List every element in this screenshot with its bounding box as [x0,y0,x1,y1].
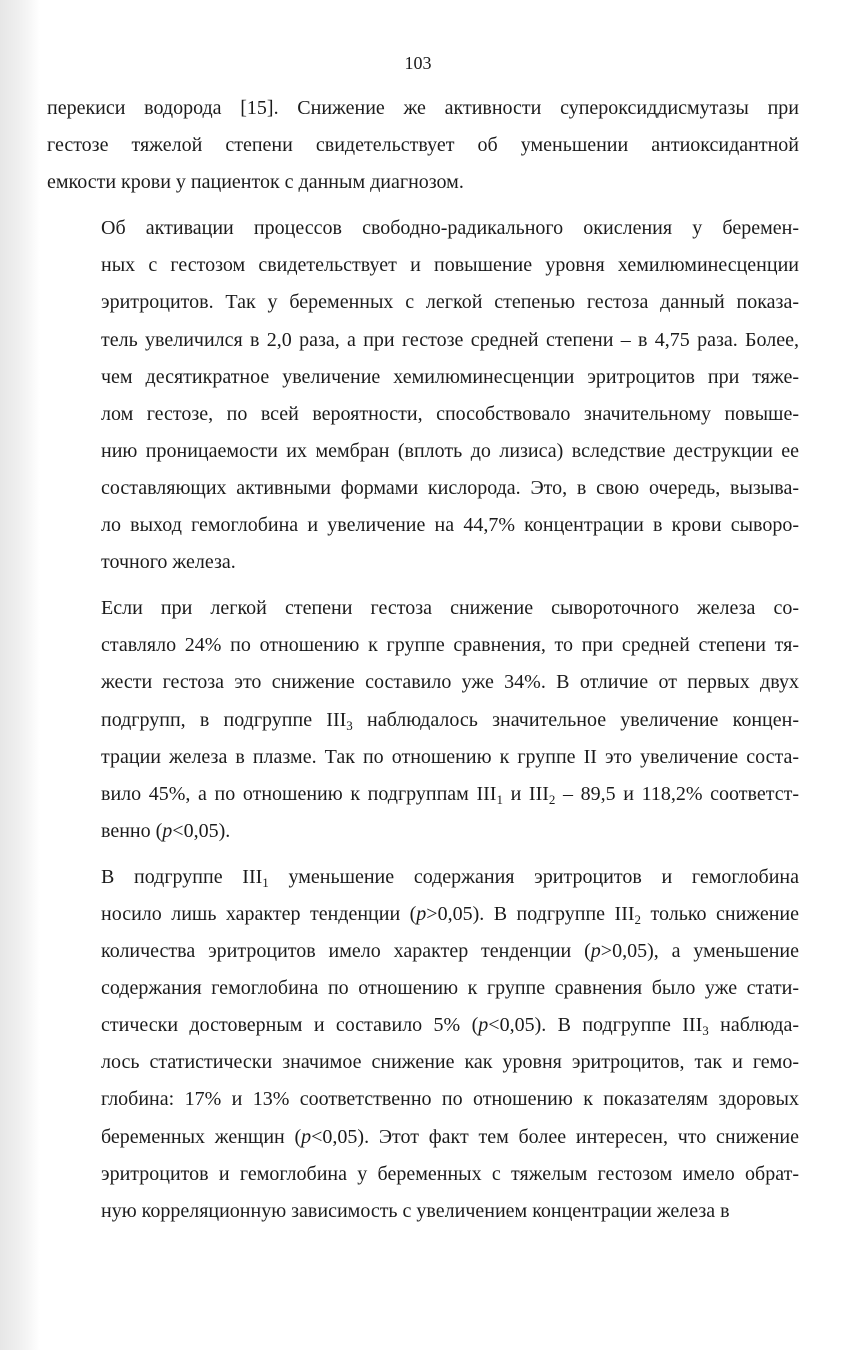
text-line: тель увеличился в 2,0 раза, а при гестозе средней степени – в 4,75 раза. Более, [101,328,799,351]
text-line: ных с гестозом свидетельствует и повышение уровня хемилюминесценции [101,254,799,277]
paragraph [47,210,799,581]
text-line: чем десятикратное увеличение хемилюминесценции эритроцитов при тяже- [101,365,799,388]
text-line: ную корреляционную зависимость с увеличением концентрации железа в [101,1199,730,1222]
text-line: Если при легкой степени гестоза снижение сывороточного железа со- [101,597,799,620]
text-line: лом гестозе, по всей вероятности, способствовало значительному повыше- [101,402,799,425]
paragraph [47,90,799,201]
paragraph [47,590,799,850]
text-line: лось статистически значимое снижение как уровня эритроцитов, так и гемо- [101,1051,799,1074]
text-line: глобина: 17% и 13% соответственно по отношению к показателям здоровых [101,1088,799,1111]
text-line: беременных женщин (p<0,05). Этот факт тем более интересен, что снижение [101,1125,799,1148]
text-line: стически достоверным и составило 5% (p<0,05). В подгруппе $III_3$ наблюда- [101,1014,799,1039]
text-line: количества эритроцитов имело характер тенденции (p>0,05), а уменьшение [101,940,799,963]
text-line: Об активации процессов свободно-радикального окисления у беремен- [101,217,799,240]
text-line: В подгруппе $III_1$ уменьшение содержания эритроцитов и гемоглобина [101,865,799,890]
page-number: 103 [404,53,432,73]
text-line: емкости крови у пациенток с данным диагнозом. [47,171,464,194]
text-line: составляющих активными формами кислорода. Это, в свою очередь, вызыва- [101,476,799,499]
text-line: ло выход гемоглобина и увеличение на 44,7% концентрации в крови сыворо- [101,514,799,537]
text-line: содержания гемоглобина по отношению к группе сравнения было уже стати- [101,977,799,1000]
text-line: трации железа в плазме. Так по отношению к группе II это увеличение соста- [101,745,799,768]
text-line: жести гестоза это снижение составило уже 34%. В отличие от первых двух [101,671,799,694]
text-line: носило лишь характер тенденции (p>0,05). В подгруппе $III_2$ только снижение [101,902,799,927]
text-line: венно (p<0,05). [101,819,231,842]
text-line: ставляло 24% по отношению к группе сравнения, то при средней степени тя- [101,634,799,657]
text-line: подгрупп, в подгруппе $III_3$ наблюдалось значительное увеличение концен- [101,708,799,733]
paragraph [47,859,799,1230]
text-line: эритроцитов и гемоглобина у беременных с тяжелым гестозом имело обрат- [101,1162,799,1185]
document-body [47,90,799,1230]
scanned-page-edge [0,0,40,1350]
text-line: перекиси водорода [15]. Снижение же активности супероксиддисмутазы при [47,97,799,119]
text-line: эритроцитов. Так у беременных с легкой степенью гестоза данный показа- [101,291,799,314]
text-line: точного железа. [101,551,236,574]
text-line: вило 45%, а по отношению к подгруппам $III_1$ и $III_2 - 89,5$ и 118,2% соответст- [101,782,799,807]
text-line: гестозе тяжелой степени свидетельствует об уменьшении антиоксидантной [47,134,799,157]
text-line: нию проницаемости их мембран (вплоть до лизиса) вследствие деструкции ее [101,439,799,462]
